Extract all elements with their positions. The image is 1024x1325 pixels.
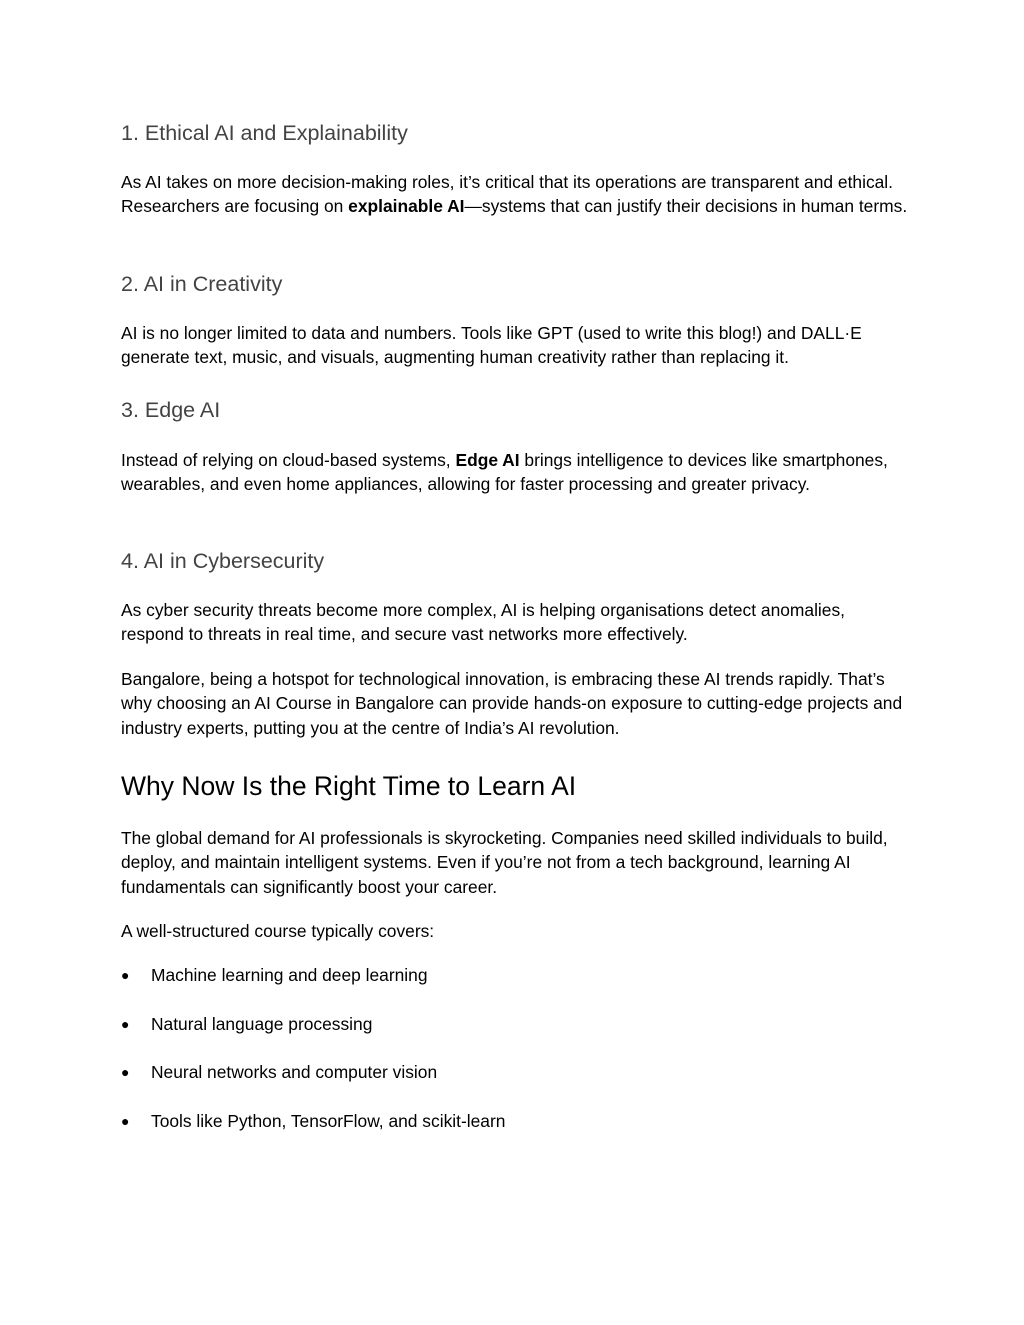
why-now-paragraph: The global demand for AI professionals is skyrocketing. Companies need skilled individuals to build, deploy, and maintain intelligent systems. Even if you’re not from a tech background, learning AI fundamentals can significantly boost your career. (121, 828, 888, 897)
bullet-icon: ● (121, 1064, 130, 1080)
body-text: Instead of relying on cloud-based systems, (121, 450, 456, 470)
list-item (121, 963, 428, 987)
bold-term-edge-ai: Edge AI (455, 450, 520, 470)
section-heading-ai-cybersecurity: 4. AI in Cybersecurity (121, 549, 325, 573)
section-body-ai-cybersecurity: As cyber security threats become more complex, AI is helping organisations detect anomalies, respond to threats in real time, and secure vast networks more effectively. (121, 600, 845, 645)
list-item-label: Tools like Python, TensorFlow, and scikit-learn (151, 1111, 506, 1131)
bullet-icon: ● (121, 1113, 130, 1129)
why-now-course-intro: A well-structured course typically covers: (121, 921, 435, 941)
list-item-label: Machine learning and deep learning (151, 965, 428, 985)
section-heading-ethical-ai: 1. Ethical AI and Explainability (121, 121, 408, 145)
bold-term-explainable-ai: explainable AI (348, 196, 465, 217)
section-body-edge-ai (121, 448, 911, 497)
list-item (121, 1060, 438, 1084)
body-text: brings intelligence to devices like smartphones, wearables, and even home appliances, allowing for faster processing and greater privacy. (121, 450, 888, 495)
section-heading-edge-ai: 3. Edge AI (121, 398, 221, 422)
list-item (121, 1012, 373, 1036)
body-text: As AI takes on more decision-making roles, it’s critical that its operations are transparent and ethical. Researchers are focusing on (121, 172, 894, 217)
body-text: —systems that can justify their decisions in human terms. (464, 196, 908, 217)
section-body-ai-creativity: AI is no longer limited to data and numbers. Tools like GPT (used to write this blog!) and DALL·E generate text, music, and visuals, augmenting human creativity rather than replacing it. (121, 323, 862, 368)
bullet-icon: ● (121, 967, 130, 983)
heading-why-now: Why Now Is the Right Time to Learn AI (121, 771, 577, 801)
list-item-label: Natural language processing (151, 1014, 373, 1034)
list-item (121, 1109, 506, 1133)
section-heading-ai-creativity: 2. AI in Creativity (121, 272, 283, 296)
bullet-icon: ● (121, 1016, 130, 1032)
section-body-bangalore: Bangalore, being a hotspot for technological innovation, is embracing these AI trends rapidly. That’s why choosing an AI Course in Bangalore can provide hands-on exposure to cutting-edge projects and industry experts, putting you at the centre of India’s AI revolution. (121, 669, 903, 738)
list-item-label: Neural networks and computer vision (151, 1062, 438, 1082)
section-body-ethical-ai (121, 170, 911, 219)
